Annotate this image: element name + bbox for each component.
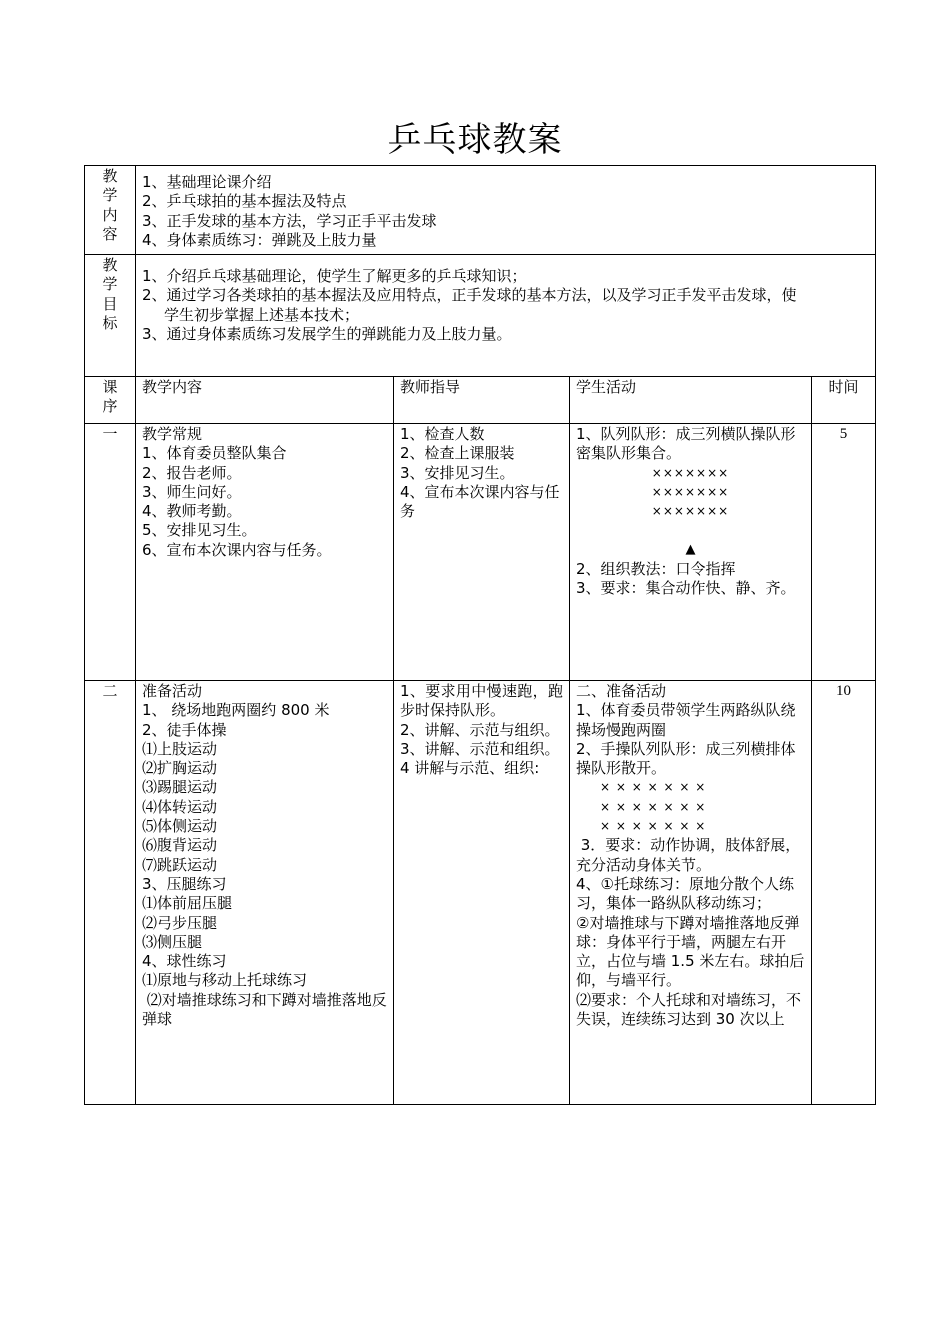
goal-row-label: 教 学 目 标 <box>85 255 136 377</box>
section-time: 5 <box>812 424 876 681</box>
list-item: 3、安排见习生。 <box>400 463 515 482</box>
list-item: 2、组织教法：口令指挥 <box>576 559 736 578</box>
column-header-row <box>85 377 876 424</box>
list-item: ②对墙推球与下蹲对墙推落地反弹球：身体平行于墙，两腿左右开立，占位与墙 1.5 米左右。球拍后仰，与墙平行。 <box>576 913 805 990</box>
list-item: 准备活动 <box>142 682 203 700</box>
list-item: 1、 绕场地跑两圈约 800 米 <box>142 701 330 720</box>
list-item: 教学常规 <box>142 425 203 443</box>
section-row <box>85 681 876 1105</box>
list-item: 3、师生问好。 <box>142 482 242 501</box>
list-item: ⑴上肢运动 <box>142 739 218 758</box>
content-line: 2、乒乓球拍的基本握法及特点 <box>142 192 347 211</box>
list-item: 3、讲解、示范和组织。 <box>400 739 560 758</box>
content-line: 3、正手发球的基本方法，学习正手平击发球 <box>142 211 437 230</box>
list-item: ⑶侧压腿 <box>142 932 203 951</box>
list-item: ⑴原地与移动上托球练习 <box>142 971 308 990</box>
list-item: 2、检查上课服装 <box>400 444 515 463</box>
list-item: 2、手操队列队形：成三列横排体操队形散开。 <box>576 739 796 778</box>
list-item: 3．要求：动作协调，肢体舒展， <box>580 836 801 855</box>
list-item: 1、检查人数 <box>400 425 485 443</box>
content-line: 1、基础理论课介绍 <box>142 173 272 191</box>
section-teacher <box>394 424 570 681</box>
formation-row: ××××××× <box>651 484 730 499</box>
formation-row: × × × × × × × <box>600 780 707 795</box>
list-item: ⑷体转运动 <box>142 797 218 816</box>
list-item: 1、要求用中慢速跑，跑步时保持队形。 <box>400 682 563 720</box>
section-content <box>136 424 394 681</box>
teacher-marker-icon: ▲ <box>685 542 696 558</box>
page-title: 乒乓球教案 <box>387 120 563 160</box>
list-item: 二、准备活动 <box>576 682 667 700</box>
list-item: 4、①托球练习：原地分散个人练习，集体一路纵队移动练习； <box>576 874 794 913</box>
list-item: ⑵要求：个人托球和对墙练习，不失误，连续练习达到 30 次以上 <box>576 990 802 1029</box>
list-item: 3、压腿练习 <box>142 874 227 893</box>
goal-row-text <box>136 255 876 377</box>
section-student <box>570 424 812 681</box>
list-item: 4、球性练习 <box>142 952 227 971</box>
formation-row: ××××××× <box>651 504 730 519</box>
list-item: 充分活动身体关节。 <box>576 855 712 874</box>
section-row <box>85 424 876 681</box>
content-row-text <box>136 166 876 255</box>
section-teacher <box>394 681 570 1105</box>
list-item: 1、体育委员带领学生两路纵队绕操场慢跑两圈 <box>576 701 796 739</box>
list-item: 1、体育委员整队集合 <box>142 444 287 463</box>
goal-line: 学生初步掌握上述基本技术； <box>164 305 360 324</box>
formation-row: ××××××× <box>651 465 730 480</box>
list-item: ⑺跳跃运动 <box>142 855 218 874</box>
list-item: ⑶踢腿运动 <box>142 778 218 797</box>
list-item: ⑸体侧运动 <box>142 817 218 836</box>
list-item: 6、宣布本次课内容与任务。 <box>142 540 332 559</box>
section-number: 一 <box>85 424 136 681</box>
list-item: 2、徒手体操 <box>142 720 227 739</box>
content-line: 4、身体素质练习：弹跳及上肢力量 <box>142 230 377 249</box>
list-item: ⑵对墙推球练习和下蹲对墙推落地反弹球 <box>142 990 387 1029</box>
header-seq: 课 序 <box>85 377 136 424</box>
list-item: 2、报告老师。 <box>142 463 242 482</box>
goal-row <box>85 255 876 377</box>
list-item: 3、要求：集合动作快、静、齐。 <box>576 579 796 598</box>
header-content: 教学内容 <box>136 377 394 424</box>
list-item: 4、教师考勤。 <box>142 502 242 521</box>
list-item: ⑵弓步压腿 <box>142 913 218 932</box>
list-item: 2、讲解、示范与组织。 <box>400 720 560 739</box>
list-item: 4、宣布本次课内容与任务 <box>400 482 560 521</box>
goal-line: 1、介绍乒乓球基础理论，使学生了解更多的乒乓球知识； <box>142 267 527 285</box>
header-teacher: 教师指导 <box>394 377 570 424</box>
section-student <box>570 681 812 1105</box>
list-item: ⑹腹背运动 <box>142 836 218 855</box>
list-item: 5、安排见习生。 <box>142 521 257 540</box>
section-content <box>136 681 394 1105</box>
list-item: ⑵扩胸运动 <box>142 759 218 778</box>
goal-line: 3、通过身体素质练习发展学生的弹跳能力及上肢力量。 <box>142 324 512 343</box>
list-item: 4 讲解与示范、组织: <box>400 759 540 778</box>
lesson-plan-table <box>84 165 876 1105</box>
section-time: 10 <box>812 681 876 1105</box>
content-row-label: 教 学 内 容 <box>85 166 136 255</box>
header-time: 时间 <box>812 377 876 424</box>
content-row <box>85 166 876 255</box>
section-number: 二 <box>85 681 136 1105</box>
formation-row: × × × × × × × <box>600 819 707 834</box>
formation-row: × × × × × × × <box>600 799 707 814</box>
list-item: ⑴体前屈压腿 <box>142 894 233 913</box>
goal-line: 2、通过学习各类球拍的基本握法及应用特点，正手发球的基本方法，以及学习正手发平击发球，使 <box>142 286 797 305</box>
list-item: 1、队列队形：成三列横队操队形密集队形集合。 <box>576 425 796 463</box>
header-student: 学生活动 <box>570 377 812 424</box>
